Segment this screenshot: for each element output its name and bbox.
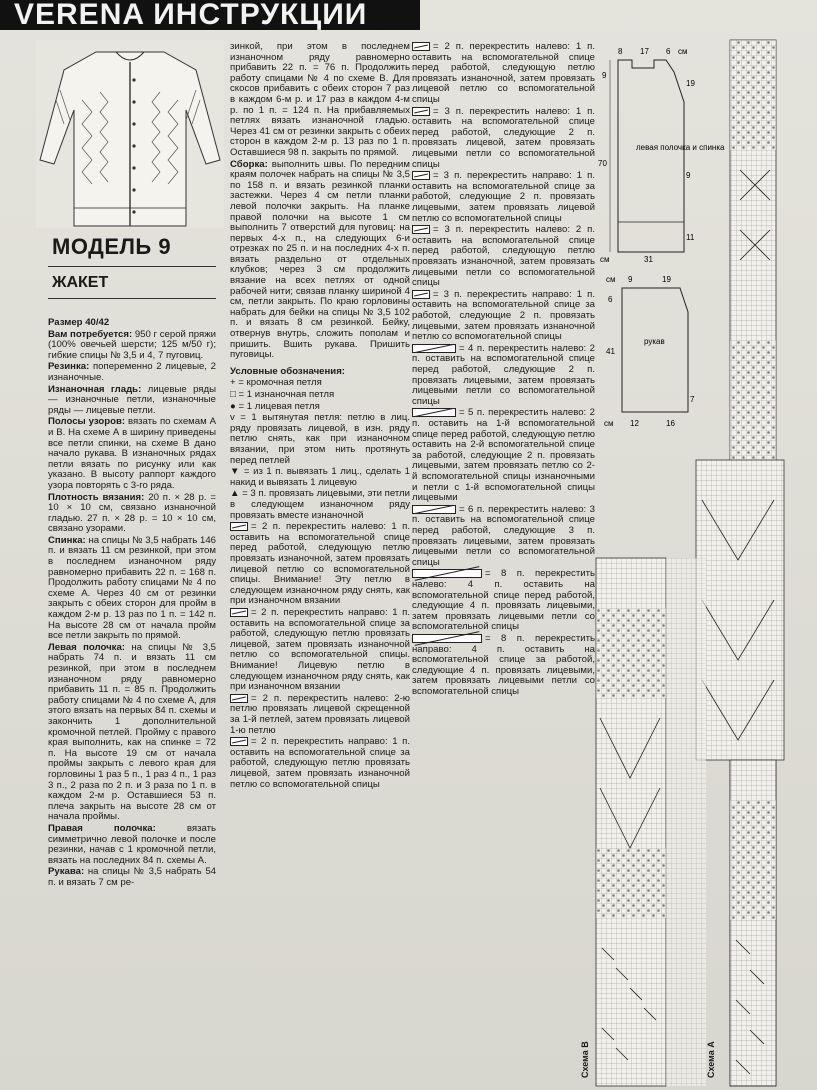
left-front-text: на спицы № 3,5 набрать 74 п. и вязать 11 см резинкой, при этом в последнем изнаночном ряду равномерно прибавить 11 п. = 85 п. Продолжить работу спицами № 4 по схеме А, для этого вязать на первых 84 п. схемы и закончить 1 дополнительной кромочной петлей. Пройму с правого края выполнить, как на спинке = 72 п. На высоте 19 см от начала проймы закрыть с левого края для горловины 1 раз 5 п., 1 раз 4 п., 1 раз 3 п., 2 раза по 2 п. и 3 раза по 1 п. в каждом 2-м р. Оставшиеся 53 п. плеча закрыть на высоте 28 см от начала проймы.	[48, 641, 216, 823]
twist-left-icon	[230, 694, 248, 703]
rib-text: попеременно 2 лицевые, 2 изнаночные.	[48, 361, 216, 383]
cross-3-left-icon	[412, 107, 430, 116]
legend-selvage: + = кромочная петля	[230, 377, 322, 389]
density-text: 20 п. × 28 р. = 10 × 10 см, связано изнаночной гладью. 27 п. × 28 р. = 10 × 10 см, связано узорами.	[48, 491, 216, 535]
legend-cross-right-2: = 2 п. перекрестить направо: 1 п. оставить на вспомогательной спице за работой, следующую петлю провязать лицевой, затем провязать изнаночной петлю со вспомогательной спицы. Внимание! Лицевую петлю в следующем изнаночном ряду снять, как при изнаночном вязании	[230, 606, 410, 693]
subtitle-divider	[48, 298, 216, 299]
left-front-label: Левая полочка:	[48, 641, 126, 653]
legend-r8: = 6 п. перекрестить налево: 3 п. оставить на вспомогательной спице перед работой, следующие 3 п. провязать лицевыми, затем провязать лицевыми петли со вспомогательной спицы	[412, 503, 595, 568]
pattern1-right-dim-1: 19	[686, 79, 695, 88]
twist-right-icon	[230, 737, 248, 746]
legend-elongated: v = 1 вытянутая петля: петлю в лиц. ряду провязать лицевой, в изн. ряду петлю снять, как при изнаночном вязании, при этом нить протянуть перед петлей	[230, 412, 410, 466]
sleeve-continuation-text: зинкой, при этом в последнем изнаночном ряду равномерно прибавить 22 п. = 76 п. Продолжить работу спицами № 4 по схеме В. Для скосов прибавить с обеих сторон 7 раз в каждом 6-м р. и 17 раз в каждом 4-м р. по 1 п. = 124 п. На прибавляемых петлях вязать изнаночной гладью. Через 41 см от резинки закрыть с обеих сторон в каждом 2-м р. 13 раз по 1 п. Оставшиеся 98 п. закрыть по прямой.	[230, 41, 410, 158]
pattern2-top-dim-2: 9	[628, 275, 633, 284]
legend-r1: = 2 п. перекрестить налево: 1 п. оставить на вспомогательной спице перед работой, следующую петлю провязать изнаночной, затем провязать лицевой петлю со вспомогательной спицы	[412, 41, 595, 105]
instructions-column-2	[230, 42, 410, 1088]
pattern1-top-dim-4: см	[678, 47, 688, 56]
pattern1-label: левая полочка и спинка	[636, 143, 725, 152]
pattern2-bottom-dim-1: см	[604, 419, 614, 428]
legend-r10: = 8 п. перекрестить направо: 4 п. оставить на вспомогательной спице за работой, следующие 4 п. провязать лицевыми, затем провязать лицевыми петли со вспомогательной спицы	[412, 632, 595, 697]
pattern2-label: рукав	[644, 337, 665, 346]
legend-r5: = 3 п. перекрестить направо: 1 п. оставить на вспомогательной спице за работой, следующие 2 п. провязать лицевыми, затем провязать изнаночной петлю со вспомогательной спицы	[412, 288, 595, 343]
pattern2-bottom-dim-3: 16	[666, 419, 675, 428]
instructions-column-1	[48, 318, 216, 1088]
back-text: на спицы № 3,5 набрать 146 п. и вязать 11 см резинкой, при этом в последнем изнаночном ряду равномерно прибавить 22 п. = 168 п. Продолжить работу спицами № 4 по схеме А. Через 40 см от резинки закрыть с обеих сторон для пройм в каждом 2-м р. 13 раз по 1 п. = 142 п. На высоте 28 см от начала пройм все петли закрыть по прямой.	[48, 534, 216, 642]
pattern1-right-dim-2: 9	[686, 171, 691, 180]
sleeve-text: на спицы № 3,5 набрать 54 п. и вязать 7 см ре-	[48, 866, 216, 888]
right-front-label: Правая полочка:	[48, 822, 156, 834]
pattern1-side-dim-2: 70	[598, 159, 607, 168]
instructions-column-3	[412, 42, 595, 912]
legend-title: Условные обозначения:	[230, 365, 345, 377]
cross-4-left-icon	[412, 344, 456, 353]
chart-a-label: Схема А	[706, 1041, 716, 1078]
cross-3-right-icon	[412, 171, 430, 180]
legend-r7: = 5 п. перекрестить налево: 2 п. оставить на 1-й вспомогательной спице перед работой, следующую петлю оставить на 2-й вспомогательной спице за работой, следующие 2 п. провязать лицевыми, затем провязать петлю со 2-й вспомогательной спицы изнаночными и петли с 1-й вспомогательной спицы лицевыми	[412, 407, 595, 504]
pattern2-side-dim-1: 6	[608, 295, 613, 304]
pattern1-top-dim-1: 8	[618, 47, 623, 56]
legend-r4: = 3 п. перекрестить налево: 2 п. оставить на вспомогательной спице перед работой, следующую петлю провязать изнаночной, затем провязать лицевыми петли со вспомогательной спицы	[412, 224, 595, 289]
pattern2-side-dim-2: 41	[606, 347, 615, 356]
cross-8-left-icon	[412, 569, 482, 578]
cross-3-left-purl-icon	[412, 225, 430, 234]
legend-twist-left-2: = 2 п. перекрестить налево: 2-ю петлю провязать лицевой скрещенной за 1-й петлей, затем провязать лицевой 1-ю петлю	[230, 692, 410, 736]
cross-5-left-icon	[412, 408, 456, 417]
pattern1-side-dim-3: 11	[686, 233, 695, 242]
needs-text: 950 г серой пряжи (100% овечьей шерсти; 125 м/50 г); гибкие спицы № 3,5 и 4, 7 пуговиц.	[48, 328, 216, 361]
pattern2-bottom-dim-2: 12	[630, 419, 639, 428]
assembly-text: выполнить швы. По передним краям полочек набрать на спицы № 3,5 по 158 п. и вязать резинкой планки застежки. Через 4 см петли планки левой полочки закрыть. На планке правой полочки на высоте 1 см выполнить 7 отверстий для пуговиц: на первых 4-х п., на следующих 6-и отрезках по 25 п. и на последних 4-х п. вязать раздельно от отдельных клубков; через 3 см продолжить вязание на всех петлях от одной рабочей нити; связав планку шириной 4 см, петли закрыть. По краю горловины набрать для бейки на спицы № 3,5 102 п. и вязать 8 см резинкой. Бейку, отвернув внутрь, сложить пополам и пришить. Вшить рукава. Пришить пуговицы.	[230, 158, 410, 361]
pattern2-top-dim-3: 19	[662, 275, 671, 284]
pattern2-side-dim-3: 7	[690, 395, 695, 404]
legend-r9: = 8 п. перекрестить налево: 4 п. оставить на вспомогательной спице перед работой, следующие 4 п. провязать лицевыми, затем провязать лицевыми петли со вспомогательной спицы	[412, 568, 595, 633]
pattern1-top-dim-3: 6	[666, 47, 671, 56]
legend-purl: □ = 1 изнаночная петля	[230, 389, 335, 400]
legend-r3: = 3 п. перекрестить направо: 1 п. оставить на вспомогательной спице за работой, следующие 2 п. провязать лицевыми, затем провязать лицевой петлю со вспомогательной спицы	[412, 170, 595, 224]
right-front-text: вязать симметрично левой полочке и после резинки, начав с 1 кромочной петли, вязать на последних 84 п. схемы А.	[48, 822, 217, 866]
masthead: VERENA ИНСТРУКЦИИ	[0, 0, 420, 30]
stripes-label: Полосы узоров:	[48, 416, 126, 428]
legend-decrease: ▲ = 3 п. провязать лицевыми, эти петли в следующем изнаночном ряду провязать вместе изнаночной	[230, 488, 410, 521]
rib-label: Резинка:	[48, 361, 90, 373]
cross-8-right-icon	[412, 634, 482, 643]
cross-3-right-purl-icon	[412, 290, 430, 299]
sleeve-label: Рукава:	[48, 866, 85, 878]
density-label: Плотность вязания:	[48, 491, 145, 503]
assembly-label: Сборка:	[230, 158, 268, 170]
sleeve-pattern-diagram	[600, 272, 698, 432]
front-back-pattern-diagram	[596, 42, 725, 264]
cross-left-icon	[230, 522, 248, 531]
chart-b-grid	[596, 548, 706, 1086]
model-title: МОДЕЛЬ 9	[52, 234, 172, 259]
cross-2-left-icon	[412, 42, 430, 51]
garment-subtitle: ЖАКЕТ	[52, 274, 109, 291]
back-label: Спинка:	[48, 534, 86, 546]
size-label: Размер 40/42	[48, 317, 110, 328]
pattern1-side-dim-1: 9	[602, 71, 607, 80]
cross-right-icon	[230, 608, 248, 617]
stripes-text: вязать по схемам А и В. На схеме А в ширину приведены все петли спинки, на схеме В дано начало рукава. В изнаночных рядах петли вязать по рисунку или как указано. В высоту раппорт каждого узора повторять с 3-го ряда.	[48, 416, 217, 491]
purl-text: лицевые ряды — изнаночные петли, изнаночные ряды — лицевые петли.	[48, 383, 216, 416]
legend-r2: = 3 п. перекрестить налево: 1 п. оставить на вспомогательной спице перед работой, следующие 2 п. провязать лицевой, затем провязать лицевыми петли со вспомогательной спицы	[412, 105, 595, 170]
jacket-sketch	[36, 40, 224, 228]
pattern1-top-dim-2: 17	[640, 47, 649, 56]
legend-increase: ▼ = из 1 п. вывязать 1 лиц., сделать 1 накид и вывязать 1 лицевую	[230, 466, 410, 488]
legend-r6: = 4 п. перекрестить налево: 2 п. оставить на вспомогательной спице перед работой, следующие 2 п. провязать лицевыми, затем провязать лицевыми петли со вспомогательной спицы	[412, 342, 595, 407]
title-divider	[48, 266, 216, 267]
pattern2-top-dim-1: см	[606, 275, 616, 284]
pattern1-bottom-dim-2: см	[600, 255, 610, 264]
legend-twist-right-2: = 2 п. перекрестить направо: 1 п. оставить на вспомогательной спице за работой, следующую петлю провязать лицевой, затем провязать изнаночной петлю со вспомогательной спицы	[230, 736, 410, 790]
chart-b-label: Схема В	[580, 1041, 590, 1078]
cross-6-left-icon	[412, 505, 456, 514]
chart-a-grid	[696, 40, 784, 1086]
purl-label: Изнаночная гладь:	[48, 383, 142, 395]
pattern1-bottom-dim-1: 31	[644, 255, 653, 264]
legend-knit: ● = 1 лицевая петля	[230, 400, 320, 412]
legend-cross-left-2: = 2 п. перекрестить налево: 1 п. оставить на вспомогательной спице перед работой, следующую петлю провязать изнаночной, затем провязать лицевой петлю со вспомогательной спицы. Внимание! Эту петлю в следующем изнаночном ряду снять, как при изнаночном вязании	[230, 521, 410, 607]
needs-label: Вам потребуется:	[48, 328, 133, 340]
